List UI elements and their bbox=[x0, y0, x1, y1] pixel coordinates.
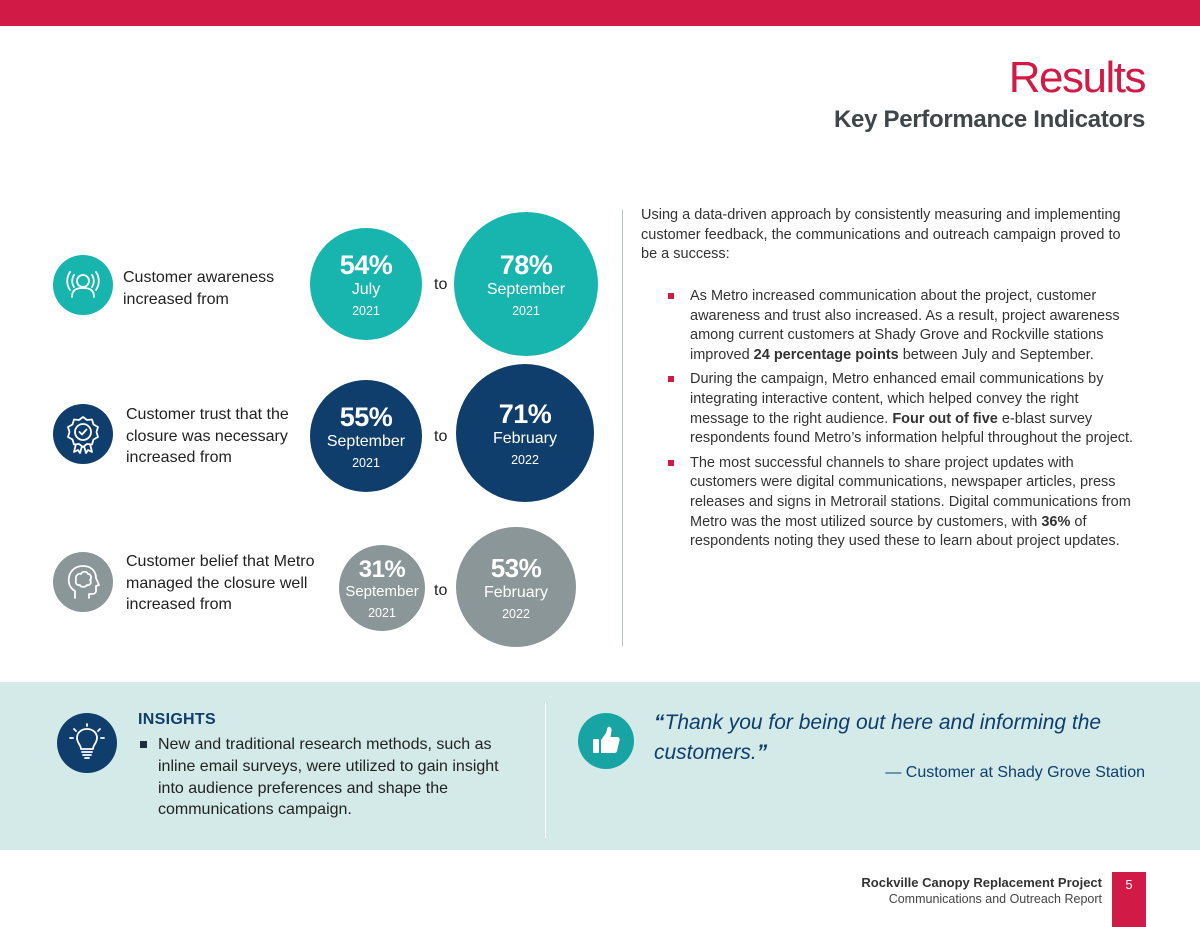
band-divider bbox=[545, 702, 546, 838]
footer-report-name: Communications and Outreach Report bbox=[888, 892, 1102, 906]
list-item: The most successful channels to share project updates with customers were digital communications, newspaper articles, press releases and signs in Metrorail stations. Digital communications from Metro was the most utilized source by customers, with 36% of respondents noting they used these to learn about project updates. bbox=[668, 454, 1138, 552]
intro-paragraph: Using a data-driven approach by consistently measuring and implementing customer feedback, the communications and outreach campaign proved to be a success: bbox=[641, 207, 1121, 263]
kpi-awareness-connector: to bbox=[434, 276, 448, 293]
kpi-trust-label: Customer trust that the closure was necessary increased from bbox=[126, 406, 289, 466]
kpi-trust-connector: to bbox=[434, 428, 448, 445]
kpi-trust-to-circle: 71% February 2022 bbox=[456, 364, 594, 502]
list-item: During the campaign, Metro enhanced email communications by integrating interactive content, which helped convey the right message to the right audience. Four out of five e-blast survey respondents found Metro’s information helpful throughout the project. bbox=[668, 370, 1138, 448]
bullet-square-icon bbox=[668, 460, 674, 466]
customer-quote: “Thank you for being out here and informing the customers.” bbox=[654, 711, 1102, 764]
kpi-awareness-to-circle: 78% September 2021 bbox=[454, 212, 598, 356]
list-item: As Metro increased communication about the project, customer awareness and trust also increased. As a result, project awareness among current customers at Shady Grove and Rockville stations improved 24 percentage points between July and September. bbox=[668, 287, 1138, 365]
kpi-awareness-label: Customer awareness increased from bbox=[123, 269, 275, 308]
top-accent-bar bbox=[0, 0, 1200, 26]
trust-badge-check-icon bbox=[53, 404, 113, 464]
quote-attribution: — Customer at Shady Grove Station bbox=[885, 764, 1145, 781]
column-divider bbox=[622, 210, 623, 646]
kpi-awareness-from-circle: 54% July 2021 bbox=[310, 228, 422, 340]
belief-head-brain-icon bbox=[53, 552, 113, 612]
bullet-square-icon bbox=[140, 741, 147, 748]
page-title: Results bbox=[1008, 53, 1145, 102]
thumbs-up-icon bbox=[578, 713, 634, 769]
footer-project-title: Rockville Canopy Replacement Project bbox=[861, 875, 1102, 890]
bullet-square-icon bbox=[668, 293, 674, 299]
page-subtitle: Key Performance Indicators bbox=[834, 106, 1145, 133]
kpi-belief-connector: to bbox=[434, 582, 448, 599]
awareness-person-icon bbox=[53, 255, 113, 315]
insights-bullet: New and traditional research methods, such as inline email surveys, were utilized to gain insight into audience preferences and shape the communications campaign. bbox=[138, 734, 518, 821]
lightbulb-icon bbox=[57, 713, 117, 773]
results-bullet-list bbox=[668, 287, 1138, 557]
kpi-trust-from-circle: 55% September 2021 bbox=[310, 380, 422, 492]
kpi-belief-label: Customer belief that Metro managed the closure well increased from bbox=[126, 553, 315, 613]
insights-title: INSIGHTS bbox=[138, 711, 216, 728]
page-number: 5 bbox=[1112, 872, 1146, 927]
kpi-belief-from-circle: 31% September 2021 bbox=[339, 545, 425, 631]
kpi-belief-to-circle: 53% February 2022 bbox=[456, 527, 576, 647]
bullet-square-icon bbox=[668, 376, 674, 382]
